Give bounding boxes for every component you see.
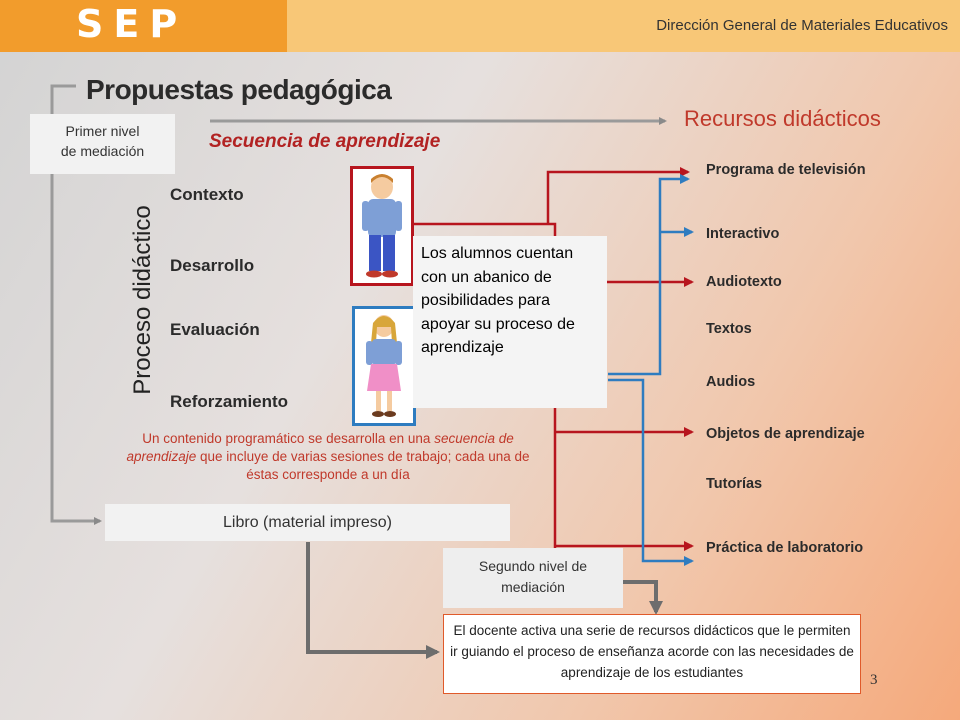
- step-evaluation: Evaluación: [170, 320, 260, 339]
- resources-title: Recursos didácticos: [684, 106, 881, 131]
- step-reinforcement: Reforzamiento: [170, 392, 289, 411]
- first-level-line1: Primer nivel: [65, 123, 140, 139]
- resource-lab-practice: Práctica de laboratorio: [706, 540, 864, 556]
- sep-logo-text: SEP: [76, 2, 188, 46]
- sequence-note: [112, 430, 544, 484]
- second-level-line2: mediación: [501, 579, 565, 595]
- boy-drawing: [353, 169, 411, 283]
- resource-texts: Textos: [706, 321, 752, 337]
- sequence-title: Secuencia de aprendizaje: [209, 131, 441, 152]
- boy-figure: [350, 166, 414, 286]
- girl-drawing: [355, 309, 413, 423]
- page-number: 3: [870, 672, 878, 688]
- organization-name: Dirección General de Materiales Educativos: [656, 17, 948, 34]
- resource-learning-objects: Objetos de aprendizaje: [706, 426, 865, 442]
- second-level-line1: Segundo nivel de: [478, 558, 588, 574]
- page-title: Propuestas pedagógica: [86, 74, 392, 105]
- first-level-line2: de mediación: [60, 143, 145, 159]
- note-part2: que incluye de varias sesiones de trabajo; cada una de éstas corresponde a un día: [196, 449, 530, 482]
- note-italic: secuencia de aprendizaje: [126, 431, 514, 464]
- blue-connectors: [608, 179, 692, 561]
- resource-audiotext: Audiotexto: [706, 274, 782, 290]
- first-level-mediation-box: [30, 114, 175, 174]
- note-part1: Un contenido programático se desarrolla en una: [142, 431, 435, 446]
- process-label: Proceso didáctico: [129, 205, 156, 395]
- girl-figure: [352, 306, 416, 426]
- step-development: Desarrollo: [170, 256, 255, 275]
- book-box: Libro (material impreso): [105, 504, 510, 541]
- second-level-mediation-box: [443, 548, 623, 608]
- resource-interactive: Interactivo: [706, 226, 780, 242]
- step-context: Contexto: [170, 185, 244, 204]
- students-description-box: Los alumnos cuentan con un abanico de posibilidades para apoyar su proceso de aprendizaje: [413, 236, 607, 408]
- resource-tv-program: Programa de televisión: [706, 162, 866, 178]
- resource-audios: Audios: [706, 374, 756, 390]
- resource-tutorials: Tutorías: [706, 476, 763, 492]
- teacher-description-box: El docente activa una serie de recursos didácticos que le permiten ir guiando el proceso de enseñanza acorde con las necesidades de aprendizaje de los estudiantes: [443, 614, 861, 694]
